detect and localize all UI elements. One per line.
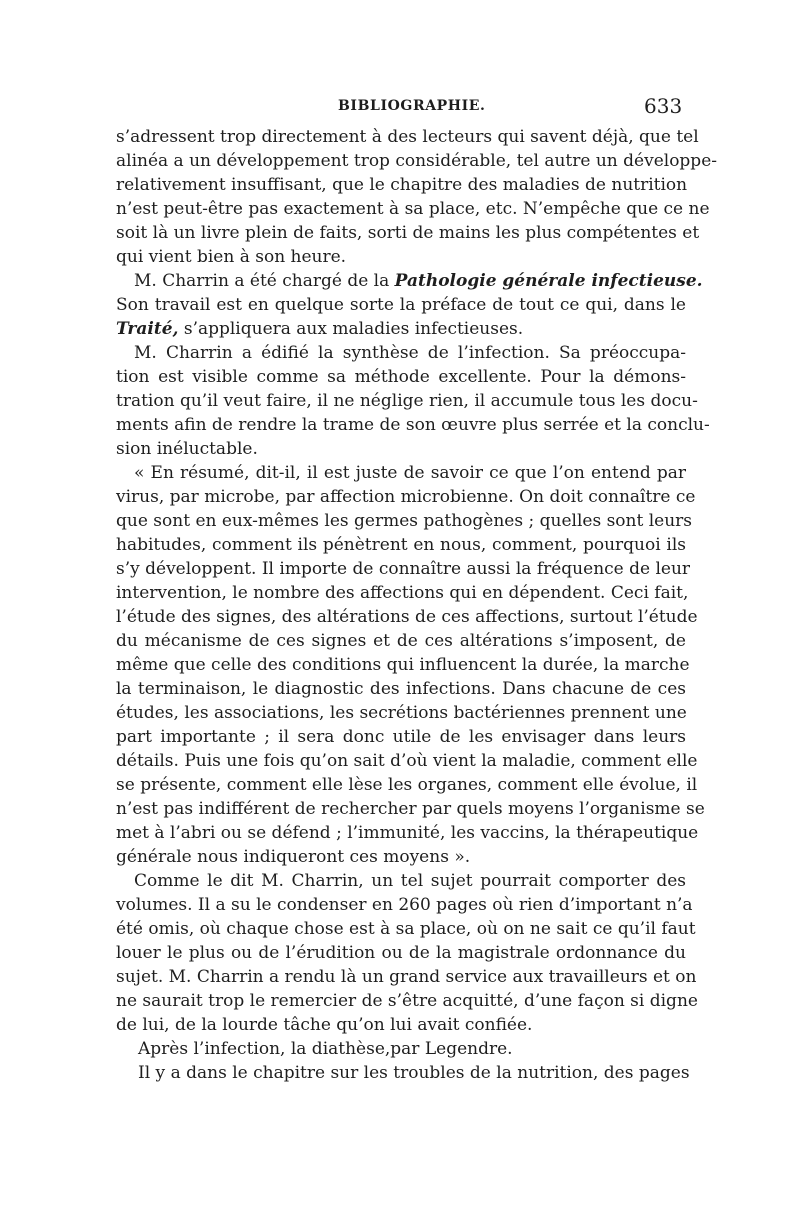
text-line: soit là un livre plein de faits, sorti de mains les plus compétentes et	[116, 223, 700, 243]
text-line: M. Charrin a édifié la synthèse de l’infection. Sa préoccupa-	[134, 343, 686, 363]
text-line: Après l’infection, la diathèse,par Legendre.	[138, 1039, 513, 1059]
text-line: sion inéluctable.	[116, 439, 258, 459]
text-line: louer le plus ou de l’érudition ou de la magistrale ordonnance du	[116, 943, 686, 963]
paragraph-troubles-nutrition	[116, 1061, 690, 1085]
text-line: habitudes, comment ils pénètrent en nous, comment, pourquoi ils	[116, 535, 686, 555]
text-line: de lui, de la lourde tâche qu’on lui avait confiée.	[116, 1015, 533, 1035]
running-header-title: BIBLIOGRAPHIE.	[338, 98, 486, 114]
text-line: virus, par microbe, par affection microbienne. On doit connaître ce	[116, 487, 696, 507]
text-line: tion est visible comme sa méthode excellente. Pour la démons-	[116, 367, 686, 387]
text-line: relativement insuffisant, que le chapitre des maladies de nutrition	[116, 175, 688, 195]
text-line: ne saurait trop le remercier de s’être acquitté, d’une façon si digne	[116, 991, 698, 1011]
book-title-italic: Traité,	[116, 319, 179, 339]
text-line: tration qu’il veut faire, il ne néglige rien, il accumule tous les docu-	[116, 391, 698, 411]
text-line: s’adressent trop directement à des lecteurs qui savent déjà, que tel	[116, 127, 699, 147]
paragraph-apres-infection	[116, 1037, 686, 1061]
text-segment: s’appliquera aux maladies infectieuses.	[178, 319, 524, 339]
text-line: été omis, où chaque chose est à sa place, où on ne sait ce qu’il faut	[116, 919, 696, 939]
text-line: qui vient bien à son heure.	[116, 247, 347, 267]
text-line: que sont en eux-mêmes les germes pathogènes ; quelles sont leurs	[116, 511, 693, 531]
text-line: « En résumé, dit-il, il est juste de savoir ce que l’on entend par	[134, 463, 686, 483]
paragraph-comme-le-dit	[116, 869, 698, 1037]
text-line: Comme le dit M. Charrin, un tel sujet pourrait comporter des	[134, 871, 686, 891]
page-number: 633	[644, 94, 683, 118]
paragraph-synthese	[116, 341, 710, 461]
text-line	[116, 317, 686, 341]
paragraph-quotation	[116, 461, 705, 869]
text-line: se présente, comment elle lèse les organes, comment elle évolue, il	[116, 775, 698, 795]
text-line: Il y a dans le chapitre sur les troubles de la nutrition, des pages	[138, 1063, 690, 1083]
paragraph-pathologie	[116, 269, 703, 341]
text-line: l’étude des signes, des altérations de ces affections, surtout l’étude	[116, 607, 698, 627]
text-line	[116, 269, 703, 293]
text-line: n’est peut-être pas exactement à sa place, etc. N’empêche que ce ne	[116, 199, 710, 219]
text-segment: M. Charrin a été chargé de la	[134, 271, 395, 291]
text-line: même que celle des conditions qui influencent la durée, la marche	[116, 655, 690, 675]
text-line: générale nous indiqueront ces moyens ».	[116, 847, 471, 867]
text-line: met à l’abri ou se défend ; l’immunité, les vaccins, la thérapeutique	[116, 823, 699, 843]
text-line: s’y développent. Il importe de connaître aussi la fréquence de leur	[116, 559, 691, 579]
text-line: du mécanisme de ces signes et de ces altérations s’imposent, de	[116, 631, 686, 651]
text-line: ments afin de rendre la trame de son œuvre plus serrée et la conclu-	[116, 415, 710, 435]
body-text	[116, 125, 717, 1085]
text-line: part importante ; il sera donc utile de les envisager dans leurs	[116, 727, 686, 747]
text-line: études, les associations, les secrétions bactériennes prennent une	[116, 703, 687, 723]
text-line: volumes. Il a su le condenser en 260 pages où rien d’important n’a	[116, 895, 693, 915]
text-line: détails. Puis une fois qu’on sait d’où vient la maladie, comment elle	[116, 751, 698, 771]
text-line: la terminaison, le diagnostic des infections. Dans chacune de ces	[116, 679, 686, 699]
text-line: sujet. M. Charrin a rendu là un grand service aux travailleurs et on	[116, 967, 697, 987]
text-line: alinéa a un développement trop considérable, tel autre un développe-	[116, 151, 717, 171]
text-line: Son travail est en quelque sorte la préface de tout ce qui, dans le	[116, 295, 686, 315]
text-line: n’est pas indifférent de rechercher par quels moyens l’organisme se	[116, 799, 705, 819]
paragraph-continuation	[116, 125, 717, 269]
text-line: intervention, le nombre des affections qui en dépendent. Ceci fait,	[116, 583, 689, 603]
book-title-italic: Pathologie générale infectieuse.	[394, 271, 703, 291]
